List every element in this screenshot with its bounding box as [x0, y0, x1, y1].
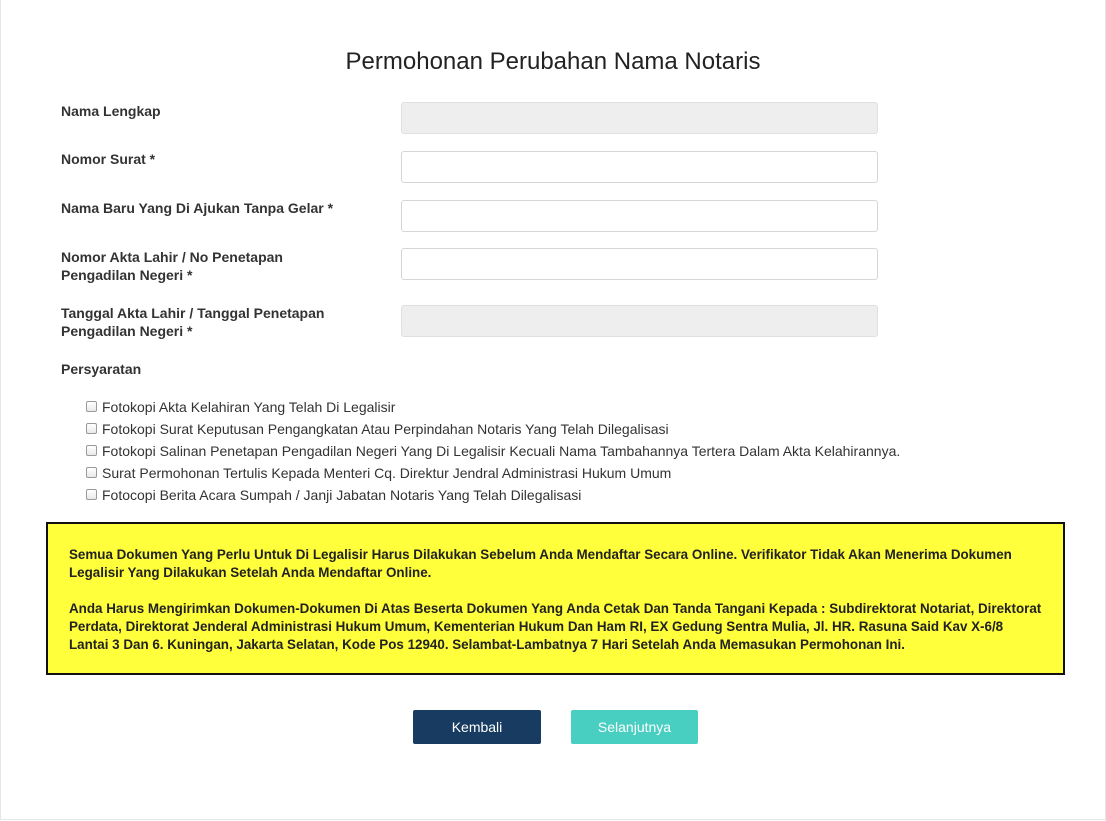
birth-certificate-date-field[interactable]: [401, 305, 878, 337]
notice-paragraph-shipping: Anda Harus Mengirimkan Dokumen-Dokumen Di Atas Beserta Dokumen Yang Anda Cetak Dan Tanda Tangani Kepada : Subdirektorat Notariat, Direktorat Perdata, Direktorat Jenderal Administrasi Hukum Umum, Kementerian Hukum Dan Ham RI, EX Gedung Sentra Mulia, Jl. HR. Rasuna Said Kav X-6/8 Lantai 3 Dan 6. Kuningan, Jakarta Selatan, Kode Pos 12940. Selambat-Lambatnya 7 Hari Setelah Anda Memasukan Permohonan Ini.: [69, 601, 1042, 652]
letter-number-field[interactable]: [401, 151, 878, 183]
requirement-label: Fotocopi Berita Acara Sumpah / Janji Jabatan Notaris Yang Telah Dilegalisasi: [102, 487, 582, 503]
requirement-checkbox-application-letter[interactable]: [86, 467, 97, 478]
requirement-item: [86, 440, 900, 462]
requirement-item: [86, 396, 900, 418]
requirement-item: [86, 484, 900, 506]
requirements-list: [86, 396, 900, 506]
new-name-field[interactable]: [401, 200, 878, 232]
requirement-item: [86, 462, 900, 484]
full-name-field[interactable]: [401, 102, 878, 134]
requirements-label: Persyaratan: [61, 361, 142, 377]
back-button[interactable]: Kembali: [413, 710, 541, 744]
next-button[interactable]: Selanjutnya: [571, 710, 698, 744]
requirement-checkbox-appointment-decree[interactable]: [86, 423, 97, 434]
requirement-checkbox-birth-certificate[interactable]: [86, 401, 97, 412]
requirement-label: Fotokopi Surat Keputusan Pengangkatan Atau Perpindahan Notaris Yang Telah Dilegalisasi: [102, 421, 669, 437]
requirement-label: Fotokopi Salinan Penetapan Pengadilan Negeri Yang Di Legalisir Kecuali Nama Tambahannya Tertera Dalam Akta Kelahirannya.: [102, 443, 901, 459]
requirement-checkbox-court-determination[interactable]: [86, 445, 97, 456]
requirement-checkbox-oath-record[interactable]: [86, 489, 97, 500]
requirement-item: [86, 418, 900, 440]
page-title: Permohonan Perubahan Nama Notaris: [345, 48, 761, 75]
full-name-label: Nama Lengkap: [61, 103, 161, 119]
requirement-label: Fotokopi Akta Kelahiran Yang Telah Di Legalisir: [102, 399, 396, 415]
birth-certificate-date-label: Tanggal Akta Lahir / Tanggal Penetapan Pengadilan Negeri *: [61, 305, 325, 339]
notice-paragraph-legalization: Semua Dokumen Yang Perlu Untuk Di Legalisir Harus Dilakukan Sebelum Anda Mendaftar Secara Online. Verifikator Tidak Akan Menerima Dokumen Legalisir Yang Dilakukan Setelah Anda Mendaftar Online.: [69, 547, 1012, 580]
new-name-label: Nama Baru Yang Di Ajukan Tanpa Gelar *: [61, 200, 334, 216]
birth-certificate-number-label: Nomor Akta Lahir / No Penetapan Pengadilan Negeri *: [61, 249, 283, 283]
birth-certificate-number-field[interactable]: [401, 248, 878, 280]
requirement-label: Surat Permohonan Tertulis Kepada Menteri Cq. Direktur Jendral Administrasi Hukum Umum: [102, 465, 672, 481]
letter-number-label: Nomor Surat *: [61, 151, 156, 167]
notice-box: [46, 522, 1065, 675]
